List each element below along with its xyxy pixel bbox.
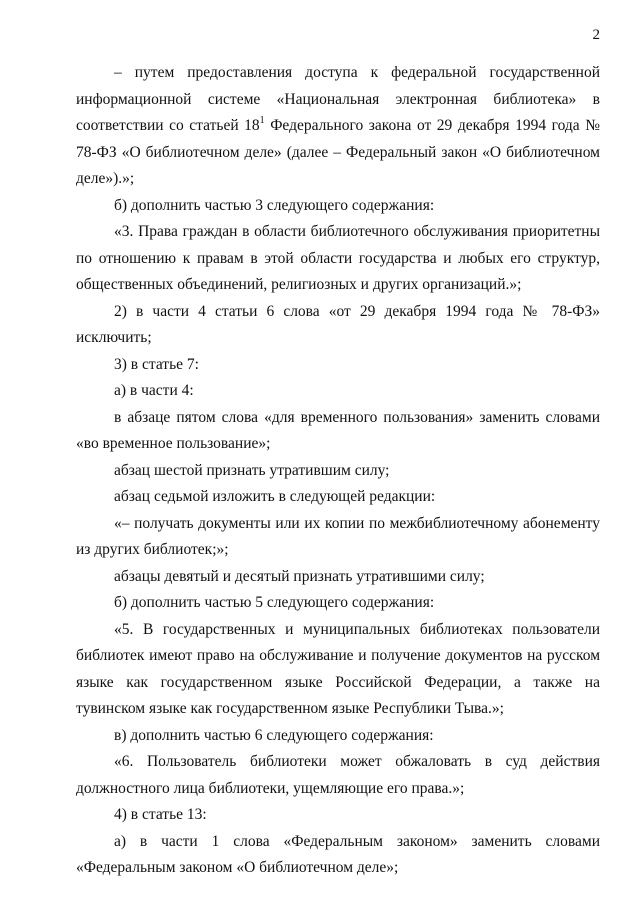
document-body [76, 60, 600, 882]
paragraph-12: б) дополнить частью 5 следующего содержания: [114, 594, 435, 611]
paragraph-9: абзац седьмой изложить в следующей редакции: [114, 488, 436, 505]
paragraph-17: а) в части 1 слова «Федеральным законом» заменить словами «Федеральным законом «О библиотечном деле»; [76, 832, 600, 876]
paragraph-5: 3) в статье 7: [114, 355, 199, 373]
paragraph-16: 4) в статье 13: [114, 806, 207, 823]
paragraph-11: абзацы девятый и десятый признать утратившими силу; [114, 567, 485, 585]
paragraph-1 [76, 60, 600, 193]
paragraph-15: «6. Пользователь библиотеки может обжаловать в суд действия должностного лица библиотеки, ущемляющие его права.»; [76, 753, 600, 797]
paragraph-6: а) в части 4: [114, 382, 194, 399]
paragraph-3: «3. Права граждан в области библиотечного обслуживания приоритетны по отношению к правам в этой области государства и любых его структур, общественных объединений, религиозных и других организаций.»; [76, 223, 600, 293]
paragraph-1-text: – путем предоставления доступа к федеральной государственной информационной системе «Национальная электронная библиотека» в соответствии со статьей 18 [76, 64, 600, 134]
paragraph-1-text-cont: Федерального закона от 29 декабря 1994 года № 78-ФЗ «О библиотечном деле» (далее – Федеральный закон «О библиотечном деле»).»; [76, 117, 600, 187]
paragraph-10: «– получать документы или их копии по межбиблиотечному абонементу из других библиотек;»; [76, 514, 600, 558]
page-number: 2 [592, 27, 600, 43]
paragraph-4: 2) в части 4 статьи 6 слова «от 29 декабря 1994 года № 78-ФЗ» исключить; [76, 302, 600, 346]
superscript: 1 [259, 114, 265, 126]
paragraph-13: «5. В государственных и муниципальных библиотеках пользователи библиотек имеют право на обслуживание и получение документов на русском языке как государственном языке Российской Федерации, а также на тувинском языке как государственном языке Республики Тыва.»; [76, 620, 600, 717]
paragraph-8: абзац шестой признать утратившим силу; [114, 461, 390, 479]
paragraph-7: в абзаце пятом слова «для временного пользования» заменить словами «во временное пользование»; [76, 408, 600, 452]
paragraph-14: в) дополнить частью 6 следующего содержания: [114, 726, 434, 744]
paragraph-2: б) дополнить частью 3 следующего содержания: [114, 196, 435, 214]
